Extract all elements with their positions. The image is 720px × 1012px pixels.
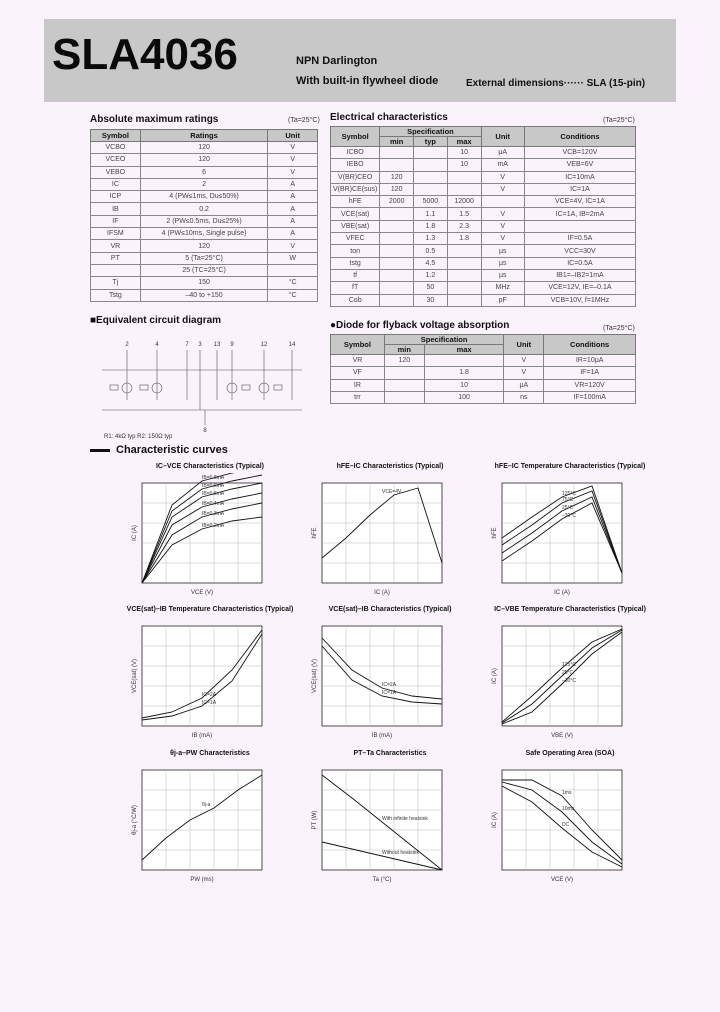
elec-cell: V(BR)CEO bbox=[331, 171, 380, 183]
abs_max-cell: IFSM bbox=[91, 228, 141, 240]
diode-cell: IF=1A bbox=[544, 367, 636, 379]
chart-6 bbox=[470, 606, 670, 746]
chart-title: PT–Ta Characteristics bbox=[353, 750, 427, 757]
y-axis-label: hFE bbox=[312, 527, 318, 539]
elec-row bbox=[331, 282, 636, 294]
elec-cell bbox=[447, 257, 481, 269]
elec-row bbox=[331, 208, 636, 220]
elec-cell: VCC=30V bbox=[524, 245, 635, 257]
plot-frame bbox=[142, 770, 262, 870]
elec-cell bbox=[447, 282, 481, 294]
chart-2 bbox=[290, 463, 490, 603]
col-conditions: Conditions bbox=[524, 127, 635, 147]
elec-cell: 1.2 bbox=[414, 269, 448, 281]
elec-row bbox=[331, 220, 636, 232]
elec-cell: VBE(sat) bbox=[331, 220, 380, 232]
series-label: 125°C bbox=[562, 491, 576, 497]
product-type: NPN Darlington bbox=[296, 55, 378, 67]
abs_max-cell: A bbox=[268, 203, 318, 215]
series-label: IC=1A bbox=[382, 690, 397, 696]
series-label: DC bbox=[562, 822, 570, 828]
chart-plot bbox=[110, 473, 310, 603]
series-label: IC=2A bbox=[202, 692, 217, 698]
pin-label: 14 bbox=[288, 342, 296, 348]
col-spec: Specification bbox=[384, 335, 504, 345]
abs_max-cell bbox=[268, 264, 318, 276]
elec-cell: 1.3 bbox=[414, 233, 448, 245]
curves-title: Characteristic curves bbox=[116, 444, 228, 456]
elec-cell: IF=0.5A bbox=[524, 233, 635, 245]
abs_max-row bbox=[91, 166, 318, 178]
series-label: 25°C bbox=[562, 670, 574, 676]
elec-cell bbox=[380, 147, 414, 159]
diode-row bbox=[331, 367, 636, 379]
abs_max-cell: 120 bbox=[140, 142, 268, 154]
series-label: –30°C bbox=[562, 678, 576, 684]
elec-row bbox=[331, 233, 636, 245]
col-min: min bbox=[384, 345, 424, 355]
elec-cell: IC=1A, IB=2mA bbox=[524, 208, 635, 220]
elec-cell: VCB=120V bbox=[524, 147, 635, 159]
elec-cell bbox=[524, 220, 635, 232]
elec-cell: VCB=10V, f=1MHz bbox=[524, 294, 635, 306]
abs_max-row bbox=[91, 252, 318, 264]
x-axis-label: Ta (°C) bbox=[372, 877, 392, 883]
elec-cell: ICBO bbox=[331, 147, 380, 159]
series-label: –30°C bbox=[562, 513, 576, 519]
y-axis-label: hFE bbox=[492, 527, 498, 539]
elec-cell: Cob bbox=[331, 294, 380, 306]
pin-label: 9 bbox=[230, 342, 234, 348]
col-min: min bbox=[380, 137, 414, 147]
pin-label: 8 bbox=[203, 428, 207, 434]
elec-cell: V bbox=[481, 233, 524, 245]
elec-cell bbox=[447, 171, 481, 183]
abs_max-cell: 2 bbox=[140, 178, 268, 190]
series-label: VCE=4V bbox=[382, 489, 402, 495]
abs_max-cell: °C bbox=[268, 289, 318, 301]
chart-plot bbox=[290, 616, 490, 746]
elec-cell: 1.1 bbox=[414, 208, 448, 220]
chart-plot bbox=[470, 616, 670, 746]
plot-frame bbox=[142, 626, 262, 726]
elec-cell: hFE bbox=[331, 196, 380, 208]
elec-cell: 120 bbox=[380, 171, 414, 183]
series-label: IC=1A bbox=[202, 700, 217, 706]
elec-cell bbox=[380, 294, 414, 306]
chart-plot bbox=[470, 473, 670, 603]
elec-cell: 2000 bbox=[380, 196, 414, 208]
pin-label: 2 bbox=[125, 342, 129, 348]
abs_max-cell: –40 to +150 bbox=[140, 289, 268, 301]
col-max: max bbox=[447, 137, 481, 147]
abs_max-cell: 6 bbox=[140, 166, 268, 178]
x-axis-label: IC (A) bbox=[554, 590, 570, 596]
diode-cell: 1.8 bbox=[424, 367, 504, 379]
elec-cell bbox=[380, 208, 414, 220]
elec-cell bbox=[380, 220, 414, 232]
elec-cell: 5000 bbox=[414, 196, 448, 208]
abs_max-cell: V bbox=[268, 142, 318, 154]
abs_max-cell: W bbox=[268, 252, 318, 264]
chart-7 bbox=[110, 750, 310, 890]
elec-cell: 4.5 bbox=[414, 257, 448, 269]
chart-title: IC–VBE Temperature Characteristics (Typical) bbox=[494, 606, 646, 613]
chart-4 bbox=[110, 606, 310, 746]
chart-plot bbox=[110, 760, 310, 890]
diode-cell bbox=[384, 391, 424, 403]
chart-title: Safe Operating Area (SOA) bbox=[525, 750, 615, 757]
diode-cell: IF=100mA bbox=[544, 391, 636, 403]
elec-cell bbox=[380, 245, 414, 257]
elec-cell: 30 bbox=[414, 294, 448, 306]
series-label: IB=0.5mA bbox=[202, 491, 225, 497]
elec-row bbox=[331, 183, 636, 195]
diode-cell: IR bbox=[331, 379, 385, 391]
col-conditions: Conditions bbox=[544, 335, 636, 355]
elec-row bbox=[331, 269, 636, 281]
abs_max-cell: A bbox=[268, 191, 318, 203]
elec-cell: VCE(sat) bbox=[331, 208, 380, 220]
diode-cell bbox=[384, 367, 424, 379]
x-axis-label: IB (mA) bbox=[371, 733, 393, 739]
elec-cell: V(BR)CE(sus) bbox=[331, 183, 380, 195]
elec-cell bbox=[481, 196, 524, 208]
elec-cell: 1.8 bbox=[414, 220, 448, 232]
abs-max-condition: (Ta=25°C) bbox=[288, 117, 320, 124]
chart-9 bbox=[470, 750, 670, 890]
elec-cell: IC=0.5A bbox=[524, 257, 635, 269]
elec-cell: V bbox=[481, 183, 524, 195]
elec-row bbox=[331, 159, 636, 171]
y-axis-label: VCE(sat) (V) bbox=[312, 658, 318, 694]
elec-cell: 10 bbox=[447, 159, 481, 171]
series-label: 25°C bbox=[562, 505, 574, 511]
diode-cell: VF bbox=[331, 367, 385, 379]
abs_max-cell: V bbox=[268, 166, 318, 178]
plot-frame bbox=[502, 770, 622, 870]
abs_max-cell: ICP bbox=[91, 191, 141, 203]
elec-cell: mA bbox=[481, 159, 524, 171]
col-unit: Unit bbox=[504, 335, 544, 355]
plot-frame bbox=[322, 626, 442, 726]
chart-1 bbox=[110, 463, 310, 603]
elec-cell: pF bbox=[481, 294, 524, 306]
y-axis-label: θj-a (°C/W) bbox=[132, 805, 138, 835]
abs_max-cell: 120 bbox=[140, 240, 268, 252]
x-axis-label: IB (mA) bbox=[191, 733, 213, 739]
elec-cell: μs bbox=[481, 269, 524, 281]
elec-cell: IC=1A bbox=[524, 183, 635, 195]
equivalent-circuit-diagram bbox=[92, 330, 317, 440]
elec-cell: VCE=4V, IC=1A bbox=[524, 196, 635, 208]
abs-max-table bbox=[90, 129, 318, 302]
diode-cell: V bbox=[504, 355, 544, 367]
abs_max-cell: IC bbox=[91, 178, 141, 190]
abs_max-cell: VEBO bbox=[91, 166, 141, 178]
abs_max-row bbox=[91, 240, 318, 252]
diode-cell: 100 bbox=[424, 391, 504, 403]
abs_max-cell: V bbox=[268, 240, 318, 252]
elec-cell bbox=[380, 233, 414, 245]
pin-label: 7 bbox=[185, 342, 189, 348]
series-label: With infinite heatsink bbox=[382, 816, 428, 822]
series-label: 10ms bbox=[562, 806, 575, 812]
elec-cell bbox=[414, 147, 448, 159]
elec-row bbox=[331, 245, 636, 257]
elec-cell: IEBO bbox=[331, 159, 380, 171]
elec-table bbox=[330, 126, 636, 307]
abs_max-cell: A bbox=[268, 215, 318, 227]
elec-cell: 10 bbox=[447, 147, 481, 159]
external-dimensions: External dimensions······ SLA (15-pin) bbox=[466, 78, 646, 89]
section-bar bbox=[90, 449, 110, 452]
elec-cell bbox=[447, 294, 481, 306]
col-typ: typ bbox=[414, 137, 448, 147]
abs_max-cell: 2 (PW≤0.5ms, Du≤25%) bbox=[140, 215, 268, 227]
chart-title: VCE(sat)–IB Temperature Characteristics (Typical) bbox=[126, 606, 294, 613]
series-label: IB=0.3mA bbox=[202, 511, 225, 517]
elec-cell: 1.8 bbox=[447, 233, 481, 245]
abs_max-cell: A bbox=[268, 228, 318, 240]
chart-title: VCE(sat)–IB Characteristics (Typical) bbox=[328, 606, 452, 613]
series-label: 1ms bbox=[562, 790, 572, 796]
abs_max-cell bbox=[91, 264, 141, 276]
elec-cell bbox=[414, 159, 448, 171]
chart-3 bbox=[470, 463, 670, 603]
abs_max-cell: 0.2 bbox=[140, 203, 268, 215]
series-label: IB=0.6mA bbox=[202, 483, 225, 489]
abs_max-cell: IF bbox=[91, 215, 141, 227]
x-axis-label: VCE (V) bbox=[190, 590, 214, 596]
diode-title: ●Diode for flyback voltage absorption bbox=[330, 320, 510, 331]
pin-label: 3 bbox=[198, 342, 202, 348]
elec-cell bbox=[380, 159, 414, 171]
elec-cell bbox=[447, 183, 481, 195]
abs-max-title: Absolute maximum ratings bbox=[90, 114, 219, 125]
elec-cell: 50 bbox=[414, 282, 448, 294]
x-axis-label: IC (A) bbox=[374, 590, 390, 596]
col-symbol: Symbol bbox=[331, 127, 380, 147]
abs_max-cell: °C bbox=[268, 277, 318, 289]
y-axis-label: IC (A) bbox=[492, 668, 498, 684]
x-axis-label: VCE (V) bbox=[550, 877, 574, 883]
elec-cell: tstg bbox=[331, 257, 380, 269]
abs_max-row bbox=[91, 203, 318, 215]
diode-row bbox=[331, 379, 636, 391]
elec-cell: 2.3 bbox=[447, 220, 481, 232]
y-axis-label: PT (W) bbox=[312, 810, 318, 830]
elec-cell bbox=[380, 257, 414, 269]
col-spec: Specification bbox=[380, 127, 481, 137]
y-axis-label: VCE(sat) (V) bbox=[132, 658, 138, 694]
col-max: max bbox=[424, 345, 504, 355]
diode-cell bbox=[384, 379, 424, 391]
diode-cell: V bbox=[504, 367, 544, 379]
elec-row bbox=[331, 147, 636, 159]
abs_max-cell: 4 (PW≤1ms, Du≤50%) bbox=[140, 191, 268, 203]
diode-cell: trr bbox=[331, 391, 385, 403]
diode-cell: 10 bbox=[424, 379, 504, 391]
chart-title: IC–VCE Characteristics (Typical) bbox=[155, 463, 265, 470]
abs_max-row bbox=[91, 154, 318, 166]
abs_max-row bbox=[91, 191, 318, 203]
elec-cell bbox=[380, 269, 414, 281]
elec-cell: VFEC bbox=[331, 233, 380, 245]
diode-row bbox=[331, 391, 636, 403]
resistor-note: R1: 4kΩ typ R2: 150Ω typ bbox=[104, 434, 173, 440]
abs_max-cell: Tstg bbox=[91, 289, 141, 301]
elec-cell: 1.5 bbox=[447, 208, 481, 220]
product-feature: With built-in flywheel diode bbox=[296, 75, 439, 87]
abs_max-row bbox=[91, 215, 318, 227]
elec-cell: V bbox=[481, 171, 524, 183]
elec-cell: IC=10mA bbox=[524, 171, 635, 183]
elec-cell: fT bbox=[331, 282, 380, 294]
elec-cell: 120 bbox=[380, 183, 414, 195]
chart-plot bbox=[470, 760, 670, 890]
abs_max-cell: 4 (PW≤10ms, Single pulse) bbox=[140, 228, 268, 240]
col-symbol: Symbol bbox=[91, 130, 141, 142]
elec-cell: IB1=–IB2=1mA bbox=[524, 269, 635, 281]
elec-cell: VEB=6V bbox=[524, 159, 635, 171]
diode-cell: μA bbox=[504, 379, 544, 391]
pin-label: 12 bbox=[260, 342, 268, 348]
elec-cell: VCE=12V, IE=–0.1A bbox=[524, 282, 635, 294]
series-label: IC=2A bbox=[382, 682, 397, 688]
y-axis-label: IC (A) bbox=[492, 812, 498, 828]
elec-cell: tf bbox=[331, 269, 380, 281]
series-label: 125°C bbox=[562, 662, 576, 668]
abs_max-cell: 120 bbox=[140, 154, 268, 166]
elec-cell: 0.5 bbox=[414, 245, 448, 257]
abs_max-cell: PT bbox=[91, 252, 141, 264]
abs_max-row bbox=[91, 228, 318, 240]
elec-cell: μs bbox=[481, 257, 524, 269]
col-unit: Unit bbox=[481, 127, 524, 147]
curves-section-title bbox=[90, 444, 228, 456]
plot-frame bbox=[142, 483, 262, 583]
series-label: Without heatsink bbox=[382, 850, 419, 856]
diode-cell: VR bbox=[331, 355, 385, 367]
elec-cell bbox=[414, 183, 448, 195]
elec-cell bbox=[447, 269, 481, 281]
diode-cell bbox=[424, 355, 504, 367]
elec-cell bbox=[447, 245, 481, 257]
pin-label: 13 bbox=[213, 342, 221, 348]
elec-cell: MHz bbox=[481, 282, 524, 294]
abs_max-cell: IB bbox=[91, 203, 141, 215]
abs_max-row bbox=[91, 264, 318, 276]
elec-title: Electrical characteristics bbox=[330, 112, 448, 123]
chart-plot bbox=[290, 760, 490, 890]
series-label: 75°C bbox=[562, 497, 574, 503]
series-label: IB=0.8mA bbox=[202, 475, 225, 481]
chart-title: hFE–IC Characteristics (Typical) bbox=[336, 463, 444, 470]
pin-label: 4 bbox=[155, 342, 159, 348]
series-label: IB=0.2mA bbox=[202, 523, 225, 529]
diode-table bbox=[330, 334, 636, 404]
abs_max-cell: VCBO bbox=[91, 142, 141, 154]
diode-cell: 120 bbox=[384, 355, 424, 367]
abs_max-cell: 5 (Ta=25°C) bbox=[140, 252, 268, 264]
chart-plot bbox=[110, 616, 310, 746]
series-label: IB=0.4mA bbox=[202, 501, 225, 507]
abs_max-row bbox=[91, 142, 318, 154]
col-symbol: Symbol bbox=[331, 335, 385, 355]
diode-cell: ns bbox=[504, 391, 544, 403]
elec-row bbox=[331, 257, 636, 269]
col-ratings: Ratings bbox=[140, 130, 268, 142]
elec-cell: ton bbox=[331, 245, 380, 257]
equiv-title: ■Equivalent circuit diagram bbox=[90, 315, 222, 326]
diode-cell: IR=10μA bbox=[544, 355, 636, 367]
elec-cell bbox=[380, 282, 414, 294]
elec-cell: V bbox=[481, 220, 524, 232]
x-axis-label: PW (ms) bbox=[190, 877, 214, 883]
chart-8 bbox=[290, 750, 490, 890]
abs_max-cell: VR bbox=[91, 240, 141, 252]
part-number: SLA4036 bbox=[52, 30, 238, 79]
elec-row bbox=[331, 196, 636, 208]
elec-condition: (Ta=25°C) bbox=[603, 117, 635, 124]
elec-cell bbox=[414, 171, 448, 183]
abs_max-cell: 25 (TC=25°C) bbox=[140, 264, 268, 276]
abs_max-row bbox=[91, 277, 318, 289]
diode-row bbox=[331, 355, 636, 367]
chart-title: θj-a–PW Characteristics bbox=[170, 750, 250, 757]
abs_max-row bbox=[91, 289, 318, 301]
series-label: θj-a bbox=[202, 802, 211, 808]
chart-title: hFE–IC Temperature Characteristics (Typical) bbox=[494, 463, 646, 470]
y-axis-label: IC (A) bbox=[132, 525, 138, 541]
abs_max-cell: VCEO bbox=[91, 154, 141, 166]
elec-row bbox=[331, 171, 636, 183]
diode-cell: VR=120V bbox=[544, 379, 636, 391]
chart-plot bbox=[290, 473, 490, 603]
abs_max-cell: 150 bbox=[140, 277, 268, 289]
abs_max-cell: A bbox=[268, 178, 318, 190]
diode-condition: (Ta=25°C) bbox=[603, 325, 635, 332]
elec-cell: μs bbox=[481, 245, 524, 257]
chart-5 bbox=[290, 606, 490, 746]
abs_max-cell: V bbox=[268, 154, 318, 166]
elec-cell: 12000 bbox=[447, 196, 481, 208]
x-axis-label: VBE (V) bbox=[551, 733, 573, 739]
plot-frame bbox=[322, 483, 442, 583]
elec-row bbox=[331, 294, 636, 306]
elec-cell: V bbox=[481, 208, 524, 220]
abs_max-cell: Tj bbox=[91, 277, 141, 289]
elec-cell: μA bbox=[481, 147, 524, 159]
abs_max-row bbox=[91, 178, 318, 190]
col-unit: Unit bbox=[268, 130, 318, 142]
